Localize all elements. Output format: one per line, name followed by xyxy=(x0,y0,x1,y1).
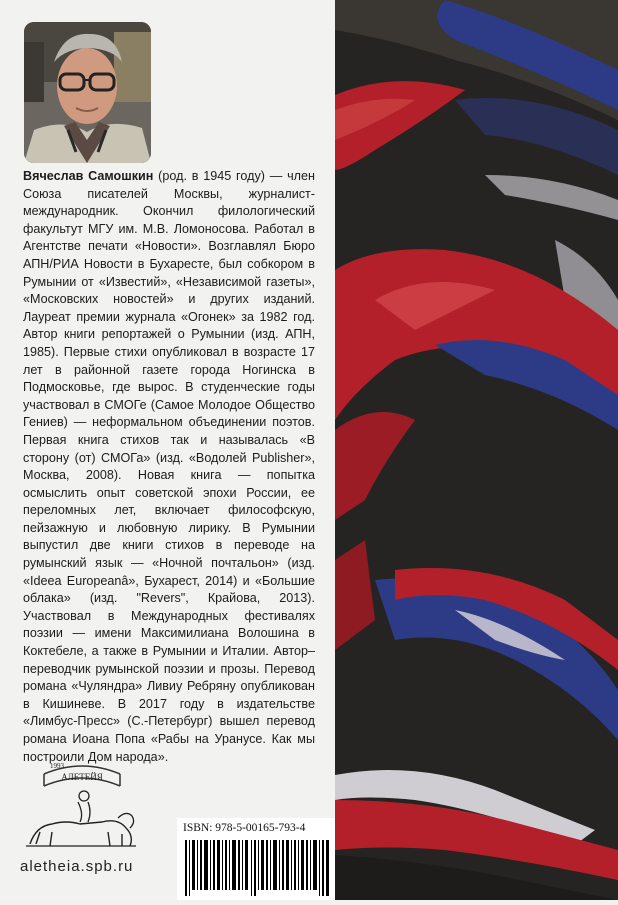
author-bio xyxy=(23,168,315,766)
author-bio-text: (род. в 1945 году) — член Союза писателей Москвы, журналист-международник. Окончил филологический факультут МГУ им. М.В. Ломоносова. Работал в Агентстве печати «Новости». Возглавлял Бюро АПН/РИА Новости в Бухаресте, был собкором в Румынии от «Известий», «Независимой газеты», «Московских новостей» и других изданий. Лауреат премии журнала «Огонек» за 1982 год. Автор книги репортажей о Румынии (изд. АПН, 1985). Первые стихи опубликовал в возрасте 17 лет в районной газете города Ногинска в Подмосковье, где вырос. В студенческие годы участвовал в СМОГе (Самое Молодое Общество Гениев) — неформальном объединении поэтов. Первая книга стихов так и называлась «В сторону (от) СМОГа» (изд. «Водолей Publisher», Москва, 2008). Новая книга — попытка осмыслить опыт советской эпохи России, ее переломных лет, включает философскую, пейзажную и любовную лирику. В Румынии выпустил две книги стихов в переводе на румынский язык — «Ночной почтальон» (изд. «Ideea Europeanâ», Бухарест, 2014) и «Большие облака» (изд. "Revers", Крайова, 2013). Участвовал в Международных фестивалях поэзии — имени Максимилиана Волошина в Коктебеле, а также в Румынии и Италии. Автор–переводчик румынской поэзии и прозы. Перевод романа «Чуляндра» Ливиу Ребряну опубликован в Кишиневе. В 2017 году в издательстве «Лимбус-Пресс» (С.-Петербург) вышел перевод романа Иоана Попа «Рабы на Уранусе. Как мы построили Дом народа». xyxy=(23,169,315,764)
author-photo xyxy=(24,22,151,163)
cover-painting xyxy=(335,0,618,900)
author-name: Вячеслав Самошкин xyxy=(23,169,154,183)
logo-text: АЛЕТЕЙЯ xyxy=(61,772,103,782)
isbn-label: ISBN: 978-5-00165-793-4 xyxy=(183,822,306,834)
logo-year: 1993 xyxy=(50,762,64,770)
publisher-logo xyxy=(22,752,140,852)
isbn-barcode-box xyxy=(177,818,335,900)
publisher-website: aletheia.spb.ru xyxy=(20,858,134,875)
barcode-image xyxy=(185,840,329,896)
